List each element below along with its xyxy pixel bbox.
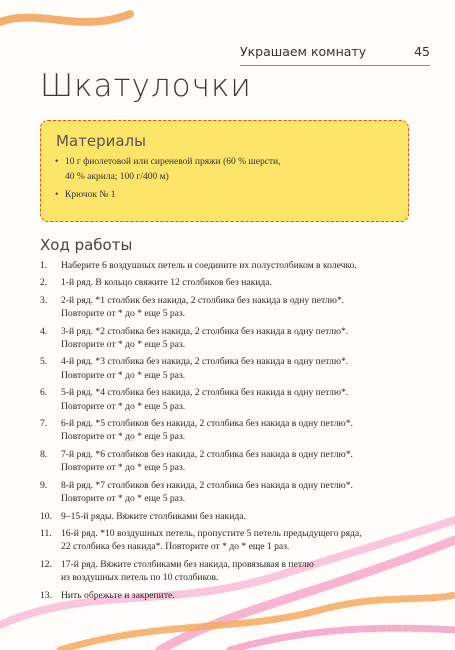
step-text-line: Повторите от * до * еще 5 раз. xyxy=(61,339,186,351)
step-number: 2. xyxy=(40,277,48,289)
instruction-steps xyxy=(40,259,425,606)
step-text-line: Повторите от * до * еще 5 раз. xyxy=(61,493,186,505)
materials-item-line: • Крючок № 1 xyxy=(65,190,116,200)
step-number: 7. xyxy=(40,418,48,430)
materials-list xyxy=(55,155,395,206)
step-item xyxy=(40,294,425,321)
step-text-line: 9–15-й ряды. Вяжите столбиками без накида. xyxy=(61,510,246,522)
step-item xyxy=(40,259,425,272)
materials-item-line: • 10 г фиолетовой или сиреневой пряжи (60 % шерсти, xyxy=(65,157,281,167)
orange-chain-top-left xyxy=(0,14,130,22)
step-text-line: Повторите от * до * еще 5 раз. xyxy=(61,431,186,443)
step-number: 9. xyxy=(40,479,48,491)
step-text-line: Повторите от * до * еще 5 раз. xyxy=(61,462,186,474)
step-number: 8. xyxy=(40,448,48,460)
step-number: 1. xyxy=(40,260,48,271)
materials-item xyxy=(55,155,395,185)
step-number: 5. xyxy=(40,356,48,368)
pink-chain-bottom-right xyxy=(230,628,455,650)
page-title: Шкатулочки xyxy=(40,68,252,104)
materials-title: Материалы xyxy=(56,132,146,150)
step-number: 4. xyxy=(40,325,48,337)
step-item xyxy=(40,479,425,506)
step-text-line: 4-й ряд. *3 столбика без накида, 2 столбика без накида в одну петлю*. xyxy=(61,356,349,368)
step-text-line: 16-й ряд. *10 воздушных петель, пропустите 5 петель предыдущего ряда, xyxy=(61,527,362,539)
step-number: 6. xyxy=(40,387,48,399)
step-item xyxy=(40,276,425,289)
page-number: 45 xyxy=(414,44,430,59)
step-item xyxy=(40,355,425,382)
step-text-line: Наберите 6 воздушных петель и соедините их полустолбиком в колечко. xyxy=(61,260,357,271)
header-rule xyxy=(240,65,430,66)
materials-item-line: 40 % акрила; 100 г/400 м) xyxy=(65,172,169,182)
step-text-line: 5-й ряд. *4 столбика без накида, 2 столбика без накида в одну петлю*. xyxy=(61,387,349,399)
step-item xyxy=(40,558,425,585)
step-number: 13. xyxy=(40,589,52,601)
step-text-line: Повторите от * до * еще 5 раз. xyxy=(61,400,186,412)
step-item xyxy=(40,448,425,475)
step-number: 3. xyxy=(40,294,48,306)
step-text-line: 7-й ряд. *6 столбиков без накида, 2 столбика без накида в одну петлю*. xyxy=(61,448,353,460)
step-number: 10. xyxy=(40,510,52,522)
step-text-line: 6-й ряд. *5 столбиков без накида, 2 столбика без накида в одну петлю*. xyxy=(61,418,353,430)
step-text-line: 3-й ряд. *2 столбика без накида, 2 столбика без накида в одну петлю*. xyxy=(61,325,349,337)
step-text-line: 17-й ряд. Вяжите столбиками без накида, провязывая в петлю xyxy=(61,558,314,570)
step-number: 11. xyxy=(40,527,52,539)
step-number: 12. xyxy=(40,558,52,570)
step-text-line: 2-й ряд. *1 столбик без накида, 2 столбика без накида в одну петлю*. xyxy=(61,294,345,306)
step-item xyxy=(40,527,425,554)
materials-item xyxy=(55,188,395,203)
header-section-title: Украшаем комнату xyxy=(240,44,367,59)
step-text-line: из воздушных петель по 10 столбиков. xyxy=(61,572,219,584)
step-item xyxy=(40,386,425,413)
running-header xyxy=(240,42,430,66)
step-text-line: Нить обрежьте и закрепите. xyxy=(61,589,175,601)
step-item xyxy=(40,417,425,444)
step-text-line: Повторите от * до * еще 5 раз. xyxy=(61,308,186,320)
step-item xyxy=(40,325,425,352)
step-text-line: 8-й ряд. *7 столбиков без накида, 2 столбика без накида в одну петлю*. xyxy=(61,479,353,491)
step-item xyxy=(40,589,425,602)
step-item xyxy=(40,510,425,523)
materials-box xyxy=(40,120,409,222)
step-text-line: 1-й ряд. В кольцо свяжите 12 столбиков без накида. xyxy=(61,277,272,289)
step-text-line: Повторите от * до * еще 5 раз. xyxy=(61,369,186,381)
step-text-line: 22 столбика без накида*. Повторите от * до * еще 1 раз. xyxy=(61,541,290,553)
section-title: Ход работы xyxy=(40,236,133,254)
